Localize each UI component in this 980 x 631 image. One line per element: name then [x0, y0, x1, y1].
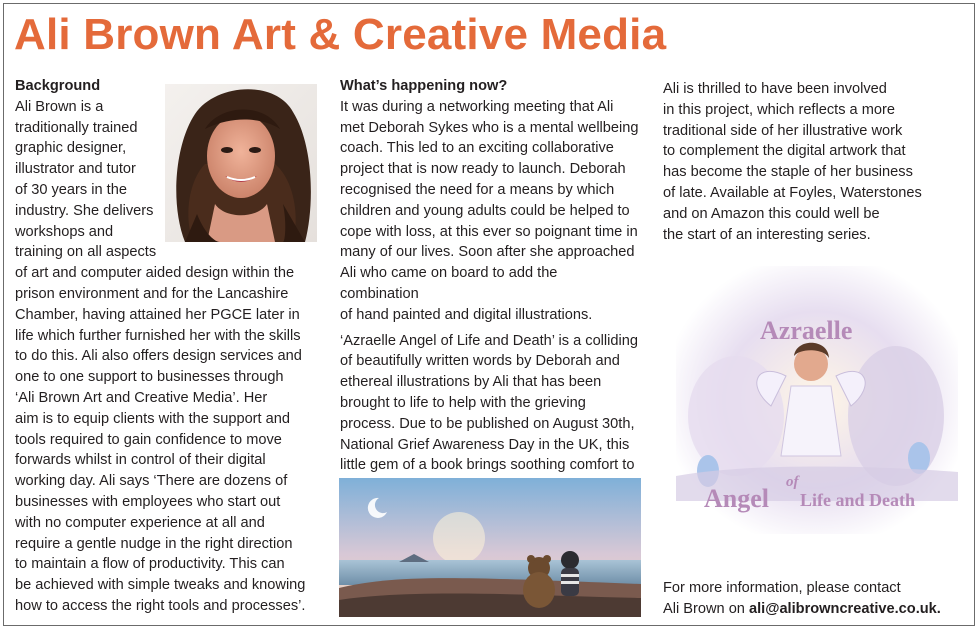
- text-line: of hand painted and digital illustrations.: [340, 306, 593, 323]
- text-line: industry. She delivers: [15, 202, 154, 219]
- text-line: require a gentle nudge in the right direction: [15, 535, 293, 552]
- azraelle-book-cover: [676, 266, 958, 534]
- text-line: tools required to gain confidence to move: [15, 431, 282, 448]
- text-line: prison environment and for the Lancashire: [15, 285, 289, 302]
- contact-email-line: [663, 599, 963, 620]
- text-line: National Grief Awareness Day in the UK, this: [340, 436, 630, 453]
- text-line: It was during a networking meeting that Ali: [340, 98, 614, 115]
- text-line: project that is now ready to launch. Deborah: [340, 161, 626, 178]
- contact-prefix: Ali Brown on: [663, 600, 749, 617]
- bear-and-child-illustration: [339, 478, 641, 617]
- cover-title-angel: Angel: [704, 484, 769, 513]
- text-line: graphic designer,: [15, 140, 127, 157]
- text-line: coach. This led to an exciting collaborative: [340, 140, 614, 157]
- whats-happening-para2: [340, 331, 640, 497]
- text-line: in this project, which reflects a more: [663, 101, 895, 118]
- text-line: training on all aspects: [15, 244, 157, 261]
- background-heading: Background: [15, 78, 101, 94]
- text-line: to do this. Ali also offers design services and: [15, 348, 302, 365]
- contact-email-link[interactable]: ali@alibrowncreative.co.uk.: [748, 600, 941, 617]
- text-line: of beautifully written words by Deborah and: [340, 353, 620, 370]
- cover-title-of: of: [786, 474, 799, 490]
- text-line: traditional side of her illustrative work: [663, 122, 903, 139]
- text-line: of 30 years in the: [15, 181, 127, 198]
- text-line: workshops and: [15, 223, 114, 240]
- cover-title-life-and-death: Life and Death: [800, 490, 916, 510]
- text-line: many of our lives. Soon after she approached: [340, 244, 635, 261]
- text-line: Ali who came on board to add the combination: [340, 265, 558, 302]
- project-text: [663, 79, 963, 245]
- text-line: aim is to equip clients with the support and: [15, 410, 291, 427]
- whats-happening-column: [340, 76, 640, 497]
- text-line: recognised the need for a means by which: [340, 181, 615, 198]
- text-line: to maintain a flow of productivity. This can: [15, 556, 285, 573]
- whats-happening-heading: What’s happening now?: [340, 78, 508, 94]
- text-line: and on Amazon this could well be: [663, 205, 880, 222]
- text-line: to complement the digital artwork that: [663, 143, 906, 160]
- text-line: illustrator and tutor: [15, 161, 136, 178]
- page-title: Ali Brown Art & Creative Media: [14, 10, 667, 59]
- project-column: [663, 79, 963, 245]
- text-line: forwards whilst in control of their digital: [15, 452, 266, 469]
- text-line: of art and computer aided design within the: [15, 265, 295, 282]
- text-line: Ali is thrilled to have been involved: [663, 81, 887, 97]
- text-line: ‘Ali Brown Art and Creative Media’. Her: [15, 389, 268, 406]
- cover-title-azraelle: Azraelle: [760, 316, 853, 345]
- whats-happening-para1: [340, 97, 640, 326]
- text-line: has become the staple of her business: [663, 164, 913, 181]
- ali-brown-portrait: [165, 84, 317, 242]
- contact-line: For more information, please contact: [663, 580, 901, 596]
- text-line: ethereal illustrations by Ali that has been: [340, 374, 602, 391]
- text-line: ‘Azraelle Angel of Life and Death’ is a colliding: [340, 332, 639, 349]
- text-line: traditionally trained: [15, 119, 138, 136]
- text-line: brought to life to help with the grieving: [340, 394, 586, 411]
- text-line: met Deborah Sykes who is a mental wellbeing: [340, 119, 639, 136]
- text-line: be achieved with simple tweaks and knowing: [15, 577, 306, 594]
- text-line: how to access the right tools and processes’.: [15, 597, 306, 614]
- text-line: businesses with employees who start out: [15, 493, 281, 510]
- contact-info: [663, 578, 963, 620]
- text-line: of late. Available at Foyles, Waterstones: [663, 184, 922, 201]
- text-line: Ali Brown is a: [15, 98, 104, 115]
- text-line: life which further furnished her with the skills: [15, 327, 301, 344]
- text-line: children and young adults could be helped to: [340, 202, 630, 219]
- text-line: little gem of a book brings soothing comfort to: [340, 457, 635, 474]
- text-line: process. Due to be published on August 30th,: [340, 415, 635, 432]
- text-line: one to one support to businesses through: [15, 369, 284, 386]
- text-line: with no computer experience at all and: [15, 514, 265, 531]
- text-line: Chamber, having attained her PGCE later in: [15, 306, 300, 323]
- text-line: cope with loss, at this ever so poignant time in: [340, 223, 638, 240]
- text-line: the start of an interesting series.: [663, 226, 871, 243]
- text-line: working day. Ali says ‘There are dozens of: [15, 473, 288, 490]
